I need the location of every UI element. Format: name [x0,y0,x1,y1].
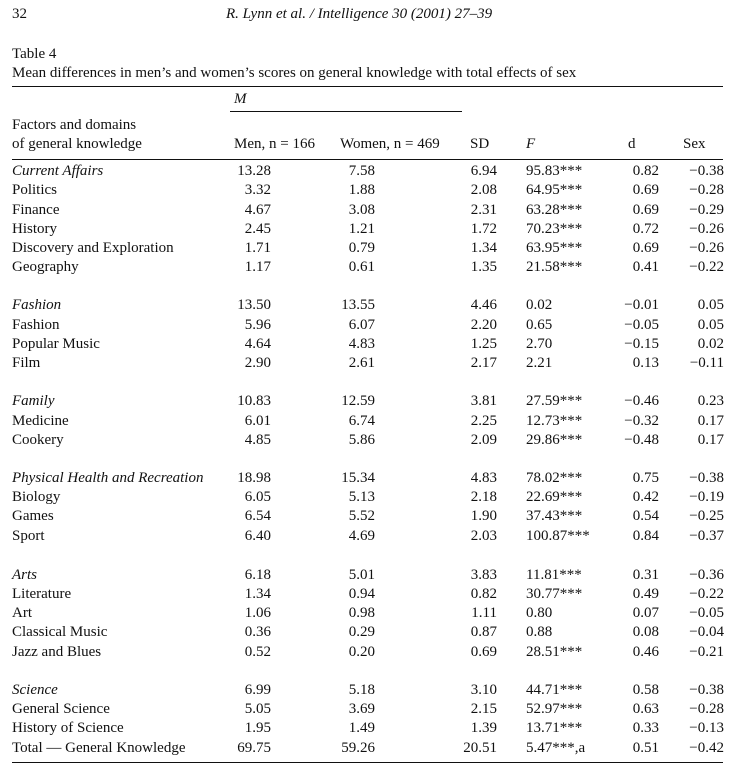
cell-label: Jazz and Blues [12,644,102,660]
cell-sd: 2.20 [470,317,497,333]
cell-men: 4.67 [244,202,271,218]
running-head: R. Lynn et al. / Intelligence 30 (2001) 27–39 [226,6,493,22]
cell-women: 4.69 [348,528,375,544]
cell-label: Total — General Knowledge [12,740,186,756]
cell-women: 7.58 [348,163,375,179]
cell-men: 69.75 [237,740,271,756]
cell-women: 0.61 [348,259,375,275]
cell-d: 0.58 [632,682,659,698]
cell-men: 1.95 [244,720,271,736]
cell-d: 0.63 [632,701,659,717]
cell-men: 13.28 [237,163,271,179]
cell-label: Medicine [12,413,69,429]
cell-men: 6.99 [244,682,271,698]
cell-sex: 0.17 [697,413,724,429]
cell-men: 1.06 [244,605,271,621]
cell-d: 0.07 [632,605,659,621]
cell-label: Geography [12,259,79,275]
cell-f: 5.47***,a [526,740,586,756]
cell-label: Fashion [12,297,62,313]
cell-men: 10.83 [237,393,271,409]
cell-sd: 1.35 [470,259,497,275]
cell-label: Politics [12,182,58,198]
cell-f: 70.23*** [526,221,583,237]
cell-label: Current Affairs [12,163,104,179]
cell-sex: −0.38 [689,163,724,179]
cell-label: Science [12,682,58,698]
cell-label: Family [12,393,55,409]
cell-label: Art [12,605,32,621]
cell-sex: −0.25 [689,508,724,524]
cell-f: 2.70 [526,336,553,352]
cell-f: 2.21 [526,355,553,371]
cell-label: Fashion [12,317,60,333]
cell-men: 2.45 [244,221,271,237]
cell-sd: 3.10 [470,682,497,698]
cell-sex: −0.36 [689,567,724,583]
cell-men: 6.01 [244,413,271,429]
cell-sex: −0.28 [689,701,724,717]
page-number: 32 [12,6,27,22]
cell-f: 0.02 [526,297,553,313]
cell-f: 22.69*** [526,489,583,505]
cell-f: 100.87*** [526,528,590,544]
cell-men: 4.85 [244,432,271,448]
cell-sd: 2.18 [470,489,497,505]
cell-label: Biology [12,489,61,505]
cell-sd: 2.03 [470,528,497,544]
cell-d: 0.46 [632,644,659,660]
cell-label: Arts [12,567,38,583]
cell-men: 1.71 [244,240,271,256]
cell-f: 28.51*** [526,644,583,660]
cell-women: 5.18 [348,682,375,698]
cell-men: 1.17 [244,259,271,275]
cell-d: 0.31 [632,567,659,583]
cell-d: 0.49 [632,586,659,602]
cell-women: 3.69 [348,701,375,717]
cell-label: Sport [12,528,45,544]
mean-group-rule [230,111,462,112]
cell-sex: −0.19 [689,489,724,505]
col-header-women: Women, n = 469 [340,136,440,152]
cell-women: 1.88 [348,182,375,198]
cell-sd: 2.09 [470,432,497,448]
cell-men: 0.36 [244,624,271,640]
cell-f: 12.73*** [526,413,583,429]
cell-label: Classical Music [12,624,108,640]
cell-sd: 2.08 [470,182,497,198]
cell-sex: −0.13 [689,720,724,736]
factor-header-line1: Factors and domains [12,117,137,133]
cell-d: −0.15 [624,336,659,352]
cell-sex: −0.38 [689,470,724,486]
cell-label: General Science [12,701,110,717]
cell-f: 44.71*** [526,682,583,698]
cell-f: 63.95*** [526,240,583,256]
cell-f: 13.71*** [526,720,583,736]
cell-sd: 4.46 [470,297,497,313]
table-label: Table 4 [12,46,57,62]
cell-men: 18.98 [237,470,271,486]
cell-sd: 2.15 [470,701,497,717]
cell-label: Physical Health and Recreation [12,470,204,486]
table-top-rule [12,86,723,87]
cell-f: 78.02*** [526,470,583,486]
mean-group-label: M [234,91,247,107]
cell-sd: 0.69 [470,644,497,660]
cell-label: Discovery and Exploration [12,240,174,256]
cell-women: 5.01 [348,567,375,583]
cell-sex: −0.38 [689,682,724,698]
cell-sex: −0.26 [689,221,724,237]
cell-f: 37.43*** [526,508,583,524]
cell-sex: 0.23 [697,393,724,409]
cell-d: 0.72 [632,221,659,237]
cell-sex: −0.04 [689,624,724,640]
table-header-rule [12,159,723,160]
cell-women: 5.86 [348,432,375,448]
cell-women: 6.74 [348,413,375,429]
col-header-sex: Sex [683,136,706,152]
cell-sex: 0.05 [697,317,724,333]
cell-f: 21.58*** [526,259,583,275]
cell-sd: 6.94 [470,163,497,179]
cell-d: 0.75 [632,470,659,486]
cell-women: 5.52 [348,508,375,524]
cell-d: −0.05 [624,317,659,333]
table-caption: Mean differences in men’s and women’s scores on general knowledge with total effects of sex [12,65,577,81]
cell-men: 13.50 [237,297,271,313]
cell-women: 0.94 [348,586,375,602]
cell-d: 0.69 [632,182,659,198]
cell-women: 59.26 [341,740,375,756]
cell-label: Finance [12,202,60,218]
cell-d: 0.33 [632,720,659,736]
cell-label: Popular Music [12,336,100,352]
cell-f: 95.83*** [526,163,583,179]
cell-men: 6.40 [244,528,271,544]
cell-d: 0.51 [632,740,659,756]
cell-sex: −0.26 [689,240,724,256]
cell-label: Film [12,355,41,371]
cell-f: 30.77*** [526,586,583,602]
table-bottom-rule [12,762,723,763]
cell-sd: 1.11 [471,605,497,621]
cell-f: 11.81*** [526,567,582,583]
cell-women: 0.98 [348,605,375,621]
cell-sex: −0.28 [689,182,724,198]
cell-sd: 4.83 [470,470,497,486]
cell-sd: 2.31 [470,202,497,218]
cell-d: 0.41 [632,259,659,275]
cell-women: 5.13 [348,489,375,505]
cell-f: 0.88 [526,624,553,640]
cell-label: History of Science [12,720,124,736]
cell-men: 5.05 [244,701,271,717]
cell-men: 6.05 [244,489,271,505]
col-header-men: Men, n = 166 [234,136,315,152]
cell-sex: −0.42 [689,740,724,756]
cell-sd: 0.82 [470,586,497,602]
cell-women: 1.21 [348,221,375,237]
cell-women: 12.59 [341,393,375,409]
cell-women: 6.07 [348,317,375,333]
cell-sex: −0.37 [689,528,724,544]
cell-d: −0.32 [624,413,659,429]
cell-sd: 3.81 [470,393,497,409]
cell-sex: −0.22 [689,259,724,275]
cell-d: 0.69 [632,202,659,218]
cell-sex: 0.02 [697,336,724,352]
cell-sex: −0.05 [689,605,724,621]
cell-d: 0.54 [632,508,659,524]
cell-d: −0.01 [624,297,659,313]
cell-label: Cookery [12,432,64,448]
cell-women: 0.79 [348,240,375,256]
cell-women: 3.08 [348,202,375,218]
cell-f: 27.59*** [526,393,583,409]
cell-f: 63.28*** [526,202,583,218]
cell-women: 15.34 [341,470,375,486]
cell-f: 64.95*** [526,182,583,198]
col-header-sd: SD [470,136,490,152]
cell-d: −0.46 [624,393,659,409]
cell-d: 0.08 [632,624,659,640]
cell-men: 4.64 [244,336,271,352]
cell-sd: 1.39 [470,720,497,736]
cell-men: 6.54 [244,508,271,524]
cell-d: 0.42 [632,489,659,505]
cell-sd: 1.25 [470,336,497,352]
cell-men: 6.18 [244,567,271,583]
cell-d: −0.48 [624,432,659,448]
cell-label: Literature [12,586,72,602]
cell-sex: 0.05 [697,297,724,313]
cell-sd: 3.83 [470,567,497,583]
cell-men: 1.34 [244,586,271,602]
cell-sd: 1.90 [470,508,497,524]
cell-women: 13.55 [341,297,375,313]
cell-d: 0.13 [632,355,659,371]
cell-men: 5.96 [244,317,271,333]
cell-women: 4.83 [348,336,375,352]
cell-sd: 2.25 [470,413,497,429]
cell-label: History [12,221,57,237]
cell-sd: 1.34 [470,240,497,256]
col-header-f: F [526,136,536,152]
cell-sd: 1.72 [470,221,497,237]
cell-f: 29.86*** [526,432,583,448]
factor-header-line2: of general knowledge [12,136,142,152]
cell-women: 0.20 [348,644,375,660]
cell-sd: 0.87 [470,624,497,640]
cell-men: 2.90 [244,355,271,371]
cell-f: 52.97*** [526,701,583,717]
cell-f: 0.65 [526,317,553,333]
cell-sex: −0.22 [689,586,724,602]
cell-sex: −0.29 [689,202,724,218]
col-header-d: d [628,136,636,152]
cell-d: 0.69 [632,240,659,256]
cell-sex: −0.21 [689,644,724,660]
cell-women: 2.61 [348,355,375,371]
cell-men: 3.32 [244,182,271,198]
cell-sex: 0.17 [697,432,724,448]
cell-d: 0.82 [632,163,659,179]
cell-women: 0.29 [348,624,375,640]
cell-label: Games [12,508,54,524]
cell-sex: −0.11 [689,355,724,371]
cell-women: 1.49 [348,720,375,736]
cell-sd: 20.51 [463,740,497,756]
cell-sd: 2.17 [470,355,497,371]
cell-men: 0.52 [244,644,271,660]
cell-f: 0.80 [526,605,553,621]
cell-d: 0.84 [632,528,659,544]
